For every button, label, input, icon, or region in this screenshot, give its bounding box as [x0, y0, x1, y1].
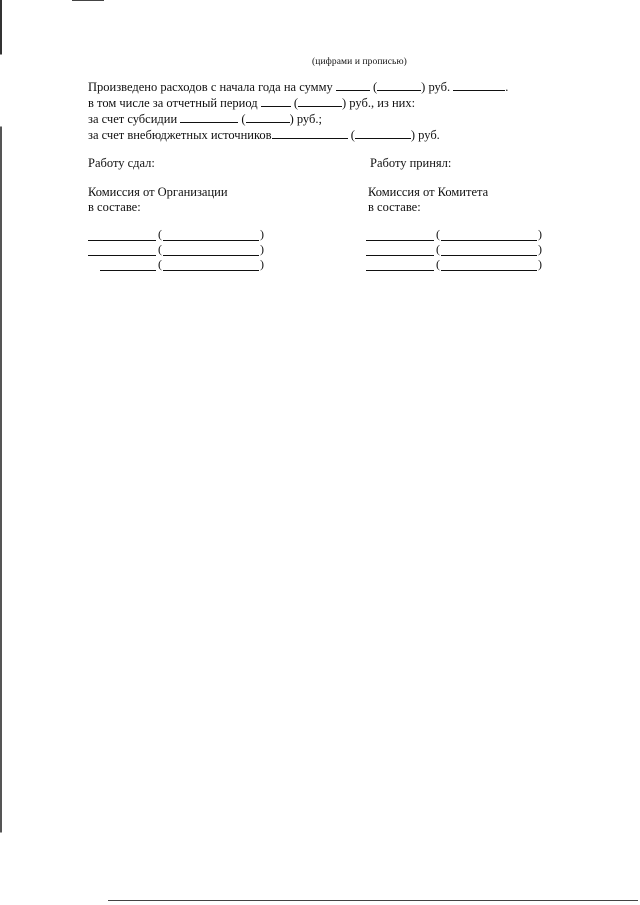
committee-signature-row[interactable]: [366, 257, 546, 272]
commission-committee-title: Комиссия от Комитета: [368, 185, 489, 199]
signature-blank[interactable]: [100, 260, 156, 271]
paren-close-rub: ) руб., из них:: [342, 96, 416, 110]
expenses-extrabudget-label: за счет внебюджетных источников: [88, 128, 272, 142]
expenses-total-digits-blank[interactable]: [336, 80, 370, 91]
scan-edge-left: [0, 0, 2, 905]
name-blank[interactable]: [441, 260, 537, 271]
committee-signature-row[interactable]: [366, 227, 546, 242]
paren-close: ): [260, 242, 264, 256]
expenses-line-extrabudget: [88, 128, 440, 142]
paren-close-rub: ) руб.: [421, 80, 451, 94]
scan-edge-bottom: [108, 900, 638, 901]
signature-blank[interactable]: [366, 245, 434, 256]
paren-close-rub: ) руб.;: [289, 112, 322, 126]
name-blank[interactable]: [163, 245, 259, 256]
expenses-extrabudget-words-blank[interactable]: [355, 128, 411, 139]
paren-open: (: [293, 96, 299, 110]
committee-signature-row[interactable]: [366, 242, 546, 257]
commission-organization-title: Комиссия от Организации: [88, 185, 228, 199]
expenses-period-label: в том числе за отчетный период: [88, 96, 258, 110]
work-handed-over-label: Работу сдал:: [88, 156, 155, 170]
paren-open: (: [158, 242, 162, 256]
work-accepted-label: Работу принял:: [370, 156, 452, 170]
expenses-line-subsidy: [88, 112, 322, 126]
note-digits-words: (цифрами и прописью): [312, 57, 407, 67]
signature-blank[interactable]: [88, 245, 156, 256]
paren-close-rub: ) руб.: [410, 128, 440, 142]
signature-blank[interactable]: [366, 230, 434, 241]
expenses-subsidy-words-blank[interactable]: [246, 112, 290, 123]
scan-edge-top: [72, 0, 104, 1]
period: .: [505, 80, 509, 94]
signature-blank[interactable]: [366, 260, 434, 271]
paren-open: (: [436, 242, 440, 256]
signature-blank[interactable]: [88, 230, 156, 241]
expenses-line-period: [88, 96, 415, 110]
paren-open: (: [350, 128, 355, 142]
expenses-total-words-blank[interactable]: [377, 80, 421, 91]
expenses-period-digits-blank[interactable]: [261, 96, 291, 107]
paren-close: ): [538, 257, 542, 271]
expenses-line-total: [88, 80, 508, 94]
paren-open: (: [436, 227, 440, 241]
name-blank[interactable]: [163, 230, 259, 241]
org-signature-row[interactable]: [88, 227, 268, 242]
expenses-subsidy-label: за счет субсидии: [88, 112, 178, 126]
expenses-period-words-blank[interactable]: [298, 96, 342, 107]
paren-close: ): [538, 227, 542, 241]
paren-open: (: [241, 112, 246, 126]
paren-open: (: [372, 80, 378, 94]
name-blank[interactable]: [163, 260, 259, 271]
paren-close: ): [538, 242, 542, 256]
paren-open: (: [158, 227, 162, 241]
name-blank[interactable]: [441, 245, 537, 256]
org-signature-row[interactable]: [88, 242, 268, 257]
paren-open: (: [436, 257, 440, 271]
expenses-extrabudget-digits-blank[interactable]: [272, 128, 348, 139]
expenses-total-label: Произведено расходов с начала года на сумму: [88, 80, 333, 94]
paren-open: (: [158, 257, 162, 271]
expenses-total-kop-blank[interactable]: [453, 80, 505, 91]
paren-close: ): [260, 227, 264, 241]
paren-close: ): [260, 257, 264, 271]
commission-organization-sub: в составе:: [88, 200, 141, 214]
name-blank[interactable]: [441, 230, 537, 241]
commission-committee-sub: в составе:: [368, 200, 421, 214]
org-signature-row[interactable]: [100, 257, 270, 272]
expenses-subsidy-digits-blank[interactable]: [180, 112, 238, 123]
